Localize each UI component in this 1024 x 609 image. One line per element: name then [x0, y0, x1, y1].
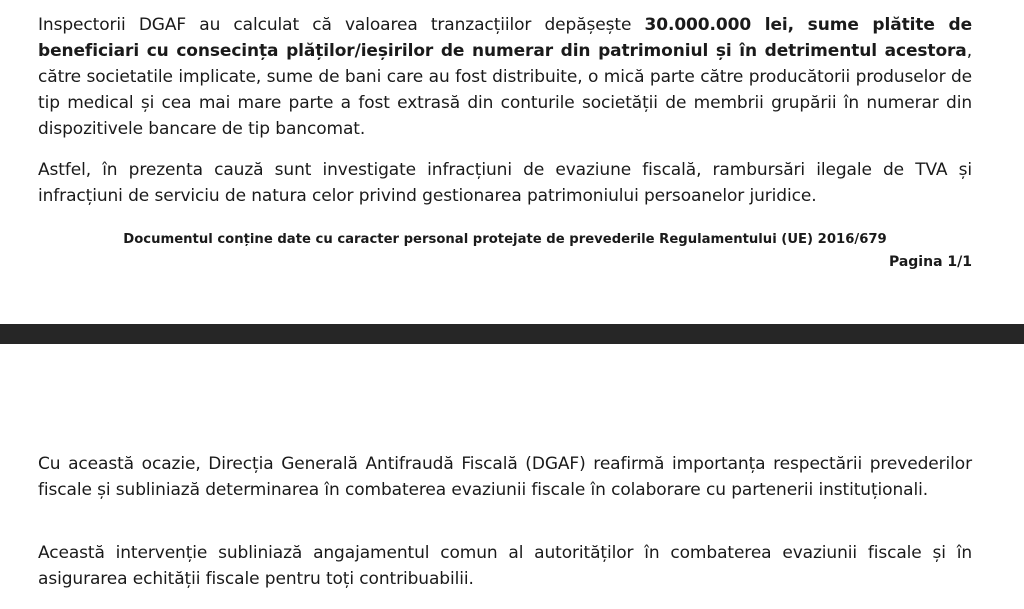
page-separator	[0, 324, 1024, 344]
gdpr-footer-note: Documentul conține date cu caracter personal protejate de prevederile Regulamentului (UE) 2016/679	[123, 232, 887, 247]
paragraph-transactions-bold: 30.000.000 lei, sume plătite de beneficiari cu consecința plăților/ieșirilor de numerar din patrimoniul și în detrimentul acestora	[38, 15, 972, 61]
paragraph-transactions-start: Inspectorii DGAF au calculat că valoarea tranzacțiilor depășește	[38, 15, 645, 35]
paragraph-joint-commitment: Această intervenție subliniază angajamentul comun al autorităților în combaterea evaziunii fiscale și în asigurarea echității fiscale pentru toți contribuabilii.	[38, 543, 972, 589]
paragraph-transactions	[38, 12, 972, 142]
paragraph-investigation: Astfel, în prezenta cauză sunt investigate infracțiuni de evaziune fiscală, rambursări ilegale de TVA și infracțiuni de serviciu de natura celor privind gestionarea patrimoniului persoanelor juridice.	[38, 160, 972, 206]
page-number: Pagina 1/1	[888, 254, 972, 270]
paragraph-transactions-end: , către societatile implicate, sume de bani care au fost distribuite, o mică parte către producătorii produselor de tip medical și cea mai mare parte a fost extrasă din conturile societății de membrii grupării în numerar din dispozitivele bancare de tip bancomat.	[38, 41, 972, 139]
document-page-2	[0, 344, 1024, 609]
paragraph-dgaf-reaffirms: Cu această ocazie, Direcția Generală Antifraudă Fiscală (DGAF) reafirmă importanța respectării prevederilor fiscale și subliniază determinarea în combaterea evaziunii fiscale în colaborare cu partenerii instituționali.	[38, 454, 972, 500]
